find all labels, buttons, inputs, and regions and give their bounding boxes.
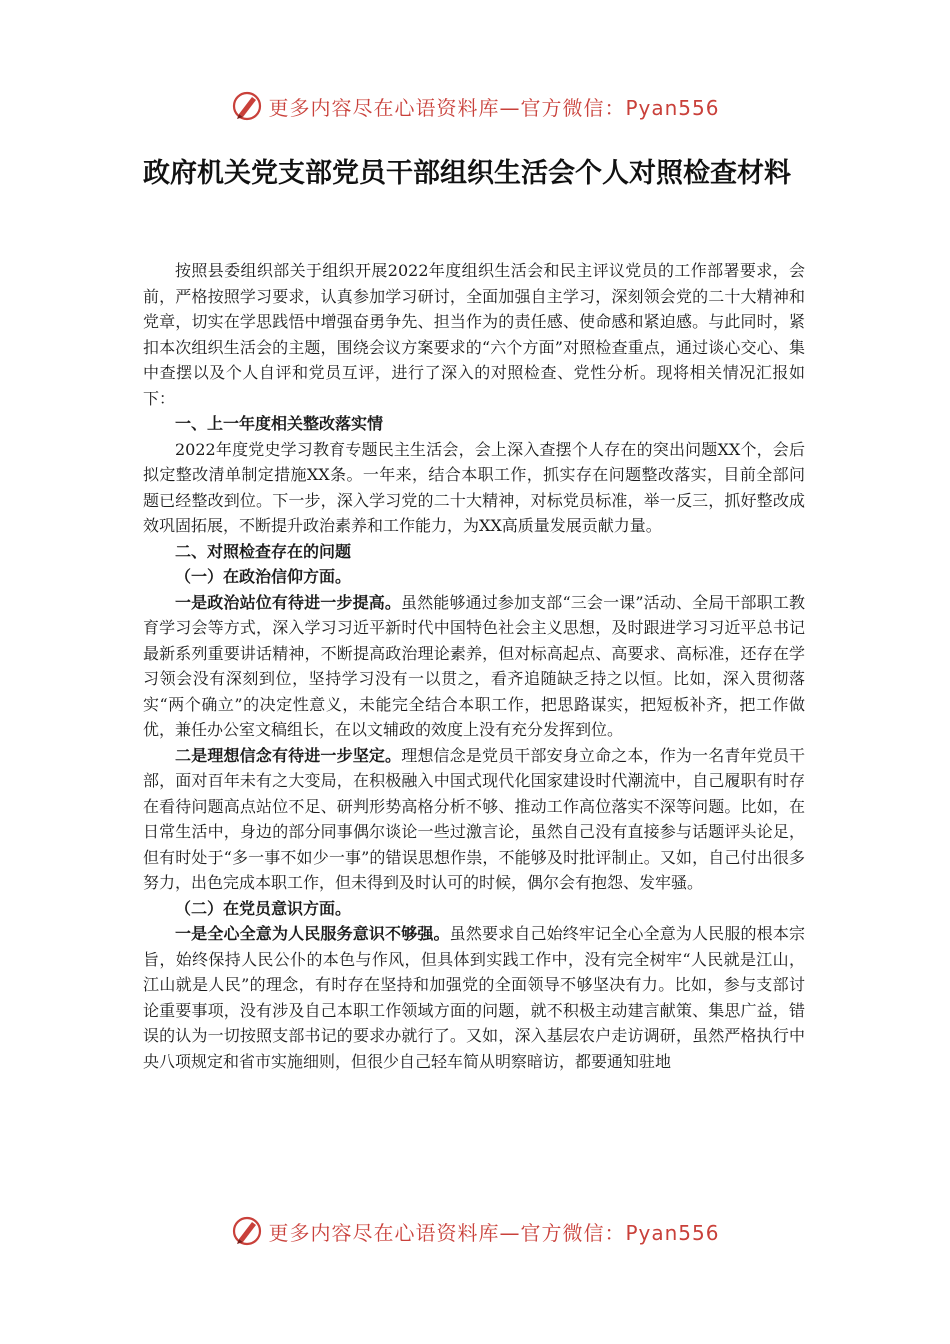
section-1-paragraph: 2022年度党史学习教育专题民主生活会，会上深入查摆个人存在的突出问题XX个，会后拟定整改清单制定措施XX条。一年来，结合本职工作，抓实存在问题整改落实，目前全部问题已经整改到位。下一步，深入学习党的二十大精神，对标党员标准，举一反三，抓好整改成效巩固拓展，不断提升政治素养和工作能力，为XX高质量发展贡献力量。 [143,439,805,535]
section-heading-2: 二、对照检查存在的问题 [175,541,352,561]
item-1-body: 虽然能够通过参加支部“三会一课”活动、全局干部职工教育学习会等方式，深入学习习近平新时代中国特色社会主义思想，及时跟进学习习近平总书记最新系列重要讲话精神，不断提高政治理论素养，但对标高起点、高要求、高标准，还存在学习领会没有深刻到位，坚持学习没有一以贯之，看齐追随缺乏持之以恒。比如，深入贯彻落实“两个确立”的决定性意义，未能完全结合本职工作，把思路谋实，把短板补齐，把工作做优，兼任办公室文稿组长，在以文辅政的效度上没有充分发挥到位。 [143,592,805,739]
item-3-lead: 一是全心全意为人民服务意识不够强。 [175,924,450,943]
subsection-heading-political-belief: （一）在政治信仰方面。 [175,567,352,586]
watermark-text: 更多内容尽在心语资料库—官方微信：Pyan556 [268,1220,720,1245]
item-3-body: 虽然要求自己始终牢记全心全意为人民服的根本宗旨，始终保持人民公仆的本色与作风，但具体到实践工作中，没有完全树牢“人民就是江山，江山就是人民”的理念，有时存在坚持和加强党的全面领导不够坚决有力。比如，参与支部讨论重要事项，没有涉及自己本职工作领域方面的问题，就不积极主动建言献策、集思广益，错误的认为一切按照支部书记的要求办就行了。又如，深入基层农户走访调研，虽然严格执行中央八项规定和省市实施细则，但很少自己轻车简从明察暗访，都要通知驻地 [143,924,805,1071]
document-body [143,258,805,1074]
item-2-paragraph [143,743,805,896]
item-3-paragraph [143,921,805,1074]
intro-paragraph: 按照县委组织部关于组织开展2022年度组织生活会和民主评议党员的工作部署要求，会前，严格按照学习要求，认真参加学习研讨，全面加强自主学习，深刻领会党的二十大精神和党章，切实在学思践悟中增强奋勇争先、担当作为的责任感、使命感和紧迫感。与此同时，紧扣本次组织生活会的主题，围绕会议方案要求的“六个方面”对照检查重点，通过谈心交心、集中查摆以及个人自评和党员互评，进行了深入的对照检查、党性分析。现将相关情况汇报如下： [143,261,805,408]
footer-watermark-banner [0,1211,950,1251]
pen-logo-icon [230,89,264,123]
header-watermark-banner [0,86,950,126]
item-2-body: 理想信念是党员干部安身立命之本，作为一名青年党员干部，面对百年未有之大变局，在积极融入中国式现代化国家建设时代潮流中，自己履职有时存在看待问题高点站位不足、研判形势高格分析不够、推动工作高位落实不深等问题。比如，在日常生活中，身边的部分同事偶尔谈论一些过激言论，虽然自己没有直接参与话题评头论足，但有时处于“多一事不如少一事”的错误思想作祟，不能够及时批评制止。又如，自己付出很多努力，出色完成本职工作，但未得到及时认可的时候，偶尔会有抱怨、发牢骚。 [143,745,805,892]
item-2-lead: 二是理想信念有待进一步坚定。 [175,745,402,765]
item-1-lead: 一是政治站位有待进一步提高。 [175,592,402,612]
subsection-heading-party-awareness: （二）在党员意识方面。 [175,898,352,918]
section-heading-1: 一、上一年度相关整改落实情 [175,414,384,433]
pen-logo-icon [230,1214,264,1248]
watermark-text: 更多内容尽在心语资料库—官方微信：Pyan556 [268,95,720,120]
document-title: 政府机关党支部党员干部组织生活会个人对照检查材料 [143,158,791,189]
item-1-paragraph [143,590,805,743]
